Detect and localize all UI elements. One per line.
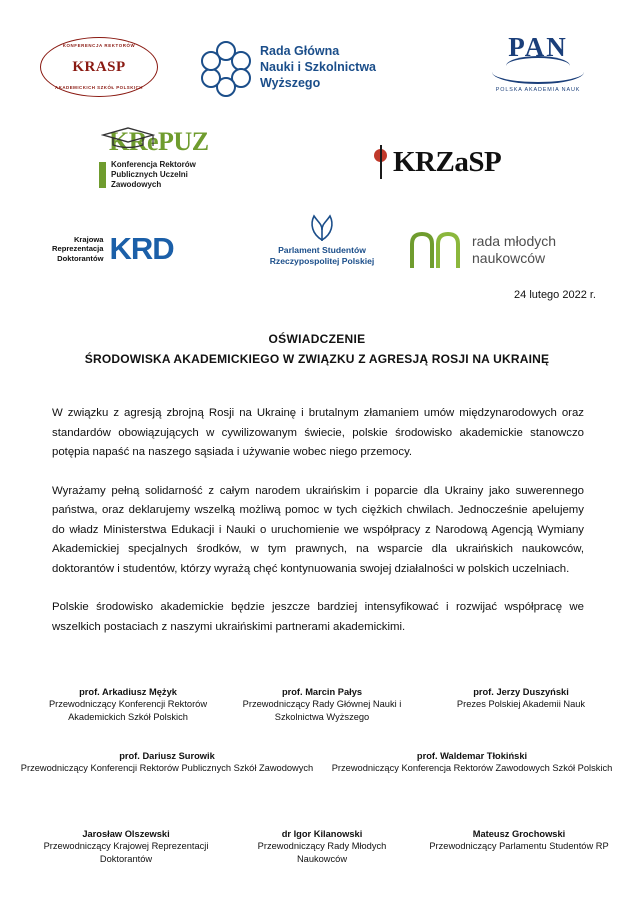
rmn-emblem-icon [408, 230, 464, 270]
title-line-2: ŚRODOWISKA AKADEMICKIEGO W ZWIĄZKU Z AGRESJĄ ROSJI NA UKRAINĘ [84, 352, 550, 366]
krd-line2: Reprezentacja [52, 244, 104, 254]
pan-acronym: PAN [508, 32, 568, 62]
psrp-text [270, 245, 375, 267]
signatory [428, 828, 610, 853]
signatory-title: Przewodniczący Konferencja Rektorów Zawodowych Szkół Polskich [331, 763, 613, 774]
signatory-title: Przewodniczący Parlamentu Studentów RP [429, 841, 609, 852]
krd-acronym: KRD [109, 231, 174, 266]
psrp-emblem-icon [302, 212, 342, 242]
krasp-oval-border [40, 37, 158, 97]
pan-subtitle: POLSKA AKADEMIA NAUK [495, 87, 581, 93]
krasp-acronym: KRASP [72, 58, 126, 75]
signatory [432, 686, 610, 711]
krd-line1: Krajowa [73, 234, 104, 244]
signatory-name: prof. Arkadiusz Mężyk [79, 687, 177, 697]
krasp-top-text: KONFERENCJA REKTORÓW [62, 43, 136, 48]
signatory-name: Jarosław Olszewski [82, 829, 170, 839]
krepuz-acronym: KRePUZ [109, 127, 209, 156]
paragraph-3: Polskie środowisko akademickie będzie jeszcze bardziej intensyfikować i rozwijać współpracę we wszelkich postaciach z naszymi ukraińskimi partnerami akademickimi. [52, 601, 584, 633]
rmn-logo [408, 226, 598, 274]
psrp-logo [252, 212, 392, 270]
krasp-bottom-text: AKADEMICKICH SZKÓŁ POLSKICH [55, 85, 143, 90]
signatory [20, 750, 314, 775]
krzasp-acronym: KRZaSP [393, 145, 502, 178]
rmn-text [472, 233, 556, 267]
document-date: 24 lutego 2022 r. [514, 289, 596, 301]
signatory [232, 686, 412, 723]
signatory-title: Prezes Polskiej Akademii Nauk [456, 699, 586, 710]
krzasp-logo [372, 140, 512, 184]
signatory [330, 750, 614, 775]
rada-glowna-text [260, 43, 428, 91]
krzasp-mark-icon [372, 145, 392, 179]
paragraph-1: W związku z agresją zbrojną Rosji na Ukrainę i brutalnym złamaniem umów międzynarodowych oraz standardów obowiązujących w cywilizowanym świecie, polskie środowisko akademickie stanowczo potępia napaść na naszego sąsiada i używanie wobec niego przemocy. [52, 407, 584, 458]
paragraph-2: Wyrażamy pełną solidarność z całym narodem ukraińskim i poparcie dla Ukrainy jako suwerennego państwa, oraz deklarujemy wszelką możliwą pomoc w tych ciężkich chwilach. Jednocześnie apelujemy do władz Ministerstwa Edukacji i Nauki o uruchomienie we współpracy z Narodową Agencją Wymiany Akademickiej specjalnych środków, w tym prawnych, na wsparcie dla ukraińskich naukowców, doktorantów i studentów, którzy wyrażą chęć kontynuowania swojej działalności w polskich uczelniach. [52, 484, 584, 575]
krepuz-subtitle [111, 160, 196, 190]
signatory-title: Przewodniczący Konferencji Rektorów Akademickich Szkół Polskich [48, 699, 208, 722]
pan-swoosh-icon [492, 60, 584, 84]
signatory [232, 828, 412, 865]
document-body [52, 404, 584, 656]
rmn-line1: rada młodych [472, 233, 557, 249]
signatory-name: prof. Marcin Pałys [281, 687, 363, 697]
graduation-cap-icon [101, 126, 155, 148]
document-title [0, 332, 634, 366]
krd-logo [52, 228, 212, 270]
krepuz-line2: Publicznych Uczelni [111, 170, 188, 179]
signatory [30, 686, 226, 723]
psrp-line2: Rzeczypospolitej Polskiej [269, 256, 375, 266]
signatory-title: Przewodniczący Konferencji Rektorów Publicznych Szkół Zawodowych [20, 763, 314, 774]
signatory-name: dr Igor Kilanowski [281, 829, 363, 839]
signatory [26, 828, 226, 865]
signatory-name: prof. Waldemar Tłokiński [416, 751, 528, 761]
krasp-logo [40, 36, 160, 98]
rada-glowna-line2: Nauki i Szkolnictwa Wyższego [260, 60, 377, 90]
krd-line3: Doktorantów [57, 253, 104, 263]
rmn-line2: naukowców [472, 250, 546, 266]
signatory-name: prof. Dariusz Surowik [119, 751, 215, 761]
pan-logo [478, 34, 598, 96]
krd-fullname [52, 235, 104, 264]
logo-band [0, 0, 634, 285]
signatory-title: Przewodniczący Krajowej Reprezentacji Doktorantów [43, 841, 209, 864]
krepuz-logo [95, 128, 245, 190]
signatory-name: Mateusz Grochowski [472, 829, 566, 839]
krepuz-line1: Konferencja Rektorów [111, 160, 196, 169]
signatory-title: Przewodniczący Rady Młodych Naukowców [257, 841, 387, 864]
psrp-line1: Parlament Studentów [278, 245, 366, 255]
signatory-title: Przewodniczący Rady Głównej Nauki i Szkolnictwa Wyższego [242, 699, 402, 722]
krepuz-line3: Zawodowych [111, 180, 162, 189]
rada-glowna-emblem-icon [198, 41, 250, 93]
krepuz-green-bar [99, 162, 106, 188]
title-line-1: OŚWIADCZENIE [268, 332, 366, 346]
rada-glowna-logo [198, 38, 428, 96]
signatory-name: prof. Jerzy Duszyński [473, 687, 569, 697]
rada-glowna-line1: Rada Główna [260, 44, 340, 58]
